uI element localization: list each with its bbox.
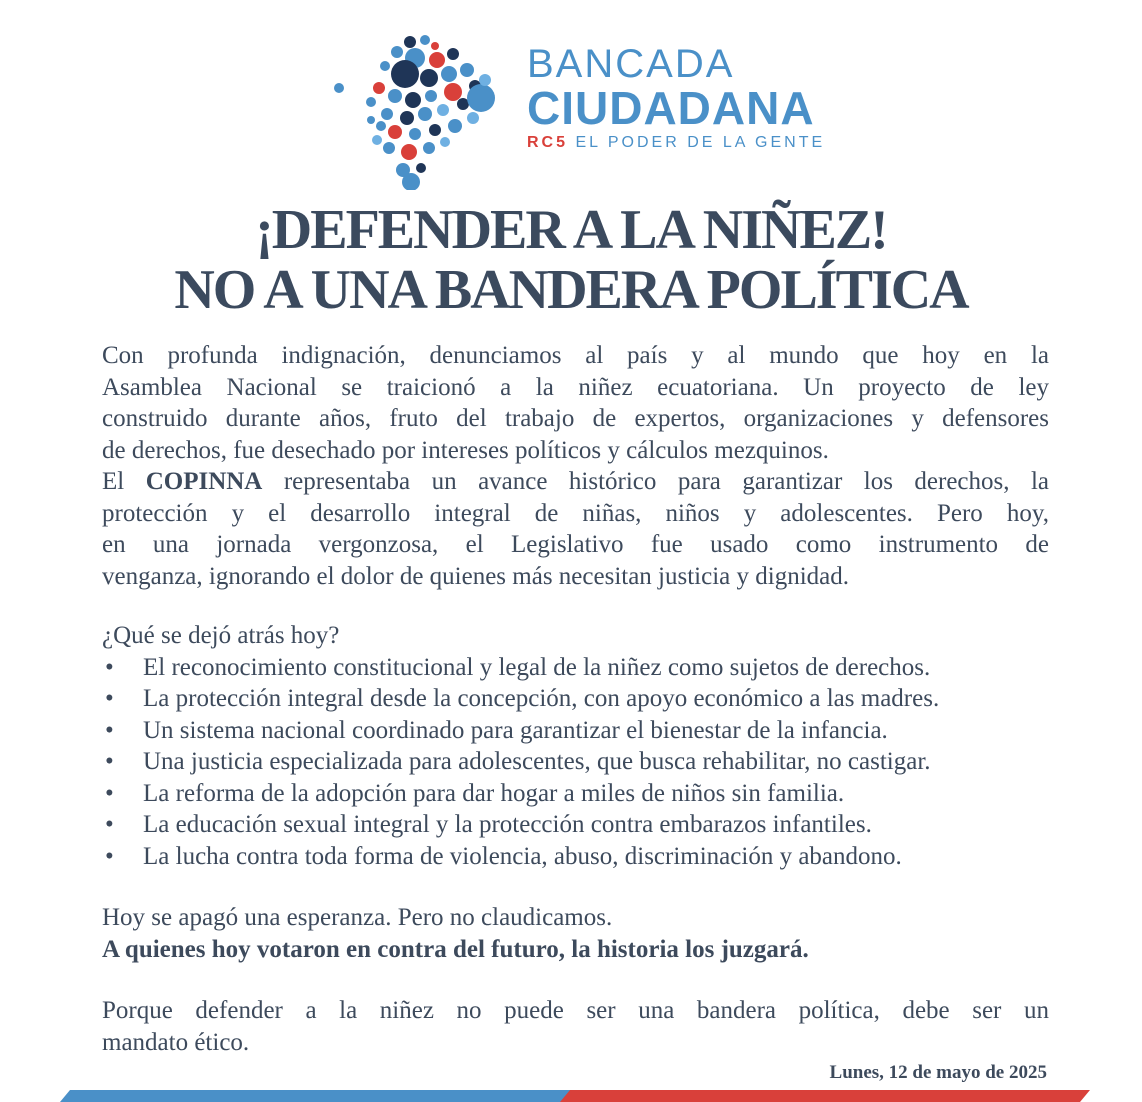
logo-dot <box>429 124 441 136</box>
list-item: • La reforma de la adopción para dar hogar a miles de niños sin familia. <box>102 778 1049 810</box>
logo-dot <box>460 63 474 77</box>
logo-dot <box>376 121 386 131</box>
brand-wordmark <box>527 44 825 152</box>
brand-line1: BANCADA <box>527 42 735 86</box>
logo-dot <box>334 83 344 93</box>
bancada-ciudadana-logo-icon <box>325 30 515 190</box>
copinna-post: representaba un avance histórico para garantizar los derechos, la <box>262 468 1049 495</box>
list-item: • La lucha contra toda forma de violencia, abuso, discriminación y abandono. <box>102 841 1049 873</box>
copinna-line: protección y el desarrollo integral de niñas, niños y adolescentes. Pero hoy, <box>102 499 1049 527</box>
list-item: • El reconocimiento constitucional y legal de la niñez como sujetos de derechos. <box>102 652 1049 684</box>
paragraph-intro <box>102 340 1049 466</box>
footer-stripe-blue <box>60 1090 580 1102</box>
logo-dot <box>401 144 417 160</box>
intro-line: Asamblea Nacional se traicionó a la niñez ecuatoriana. Un proyecto de ley <box>102 373 1049 401</box>
logo-dot <box>367 116 375 124</box>
brand-line2: CIUDADANA <box>527 82 815 134</box>
logo-dot <box>409 128 421 140</box>
lost-items-list <box>102 652 1049 873</box>
mandate-line: mandato ético. <box>102 1028 250 1056</box>
logo-dot <box>429 52 445 68</box>
logo-dot <box>388 125 402 139</box>
logo-dot <box>418 107 432 121</box>
closing-judgement: A quienes hoy votaron en contra del futuro, la historia los juzgará. <box>102 935 809 963</box>
logo-dot <box>391 46 403 58</box>
copinna-line: venganza, ignorando el dolor de quienes más necesitan justicia y dignidad. <box>102 562 849 590</box>
brand-tag-bold: RC5 <box>527 134 569 151</box>
logo-dot <box>381 108 393 120</box>
footer-stripe-red <box>560 1090 1090 1102</box>
statement-body <box>102 340 1049 1058</box>
logo-dot <box>467 112 479 124</box>
intro-line: construido durante años, fruto del trabajo de expertos, organizaciones y defensores <box>102 405 1049 432</box>
list-item: • La protección integral desde la concepción, con apoyo económico a las madres. <box>102 683 1049 715</box>
headline-line2: NO A UNA BANDERA POLÍTICA <box>174 259 968 321</box>
logo-dot <box>431 42 439 50</box>
logo-dot <box>423 142 435 154</box>
logo-dot <box>437 104 449 116</box>
closing-hope: Hoy se apagó una esperanza. Pero no claudicamos. <box>102 904 613 931</box>
mandate-line: Porque defender a la niñez no puede ser una bandera política, debe ser un <box>102 997 1049 1024</box>
logo-dot <box>383 142 395 154</box>
intro-line: de derechos, fue desechado por intereses políticos y cálculos mezquinos. <box>102 436 829 464</box>
list-item: • La educación sexual integral y la protección contra embarazos infantiles. <box>102 809 1049 841</box>
brand-tagline <box>527 134 825 152</box>
headline <box>0 200 1142 320</box>
copinna-line <box>102 466 1049 498</box>
logo-dot <box>380 61 390 71</box>
logo-dot <box>425 90 437 102</box>
intro-line: Con profunda indignación, denunciamos al país y al mundo que hoy en la <box>102 342 1049 369</box>
question: ¿Qué se dejó atrás hoy? <box>102 622 340 649</box>
logo-dot <box>400 111 414 125</box>
paragraph-copinna <box>102 466 1049 592</box>
logo-dot <box>448 119 462 133</box>
logo-dot <box>444 83 462 101</box>
list-item: • Una justicia especializada para adolescentes, que busca rehabilitar, no castigar. <box>102 746 1049 778</box>
date-line: Lunes, 12 de mayo de 2025 <box>829 1062 1047 1083</box>
logo-dot <box>404 36 416 48</box>
closing-mandate <box>102 995 1049 1058</box>
brand-tag-rest: EL PODER DE LA GENTE <box>568 134 826 151</box>
logo-dot <box>391 60 419 88</box>
copinna-pre: El <box>102 468 146 495</box>
logo-dot <box>366 97 376 107</box>
logo-dot <box>420 35 430 45</box>
headline-line1: ¡DEFENDER A LA NIÑEZ! <box>255 199 887 261</box>
logo-dot <box>373 82 385 94</box>
logo-dot <box>416 163 426 173</box>
logo-dot <box>405 92 421 108</box>
list-item: • Un sistema nacional coordinado para garantizar el bienestar de la infancia. <box>102 715 1049 747</box>
logo-dot <box>441 66 457 82</box>
logo-dot <box>447 48 459 60</box>
logo-dot <box>372 135 382 145</box>
logo-dot <box>440 137 450 147</box>
logo-dot <box>420 69 438 87</box>
logo-dot <box>479 74 491 86</box>
logo-dot <box>467 84 495 112</box>
copinna-line: en una jornada vergonzosa, el Legislativo fue usado como instrumento de <box>102 531 1049 558</box>
logo-dot <box>388 89 402 103</box>
copinna-term: COPINNA <box>145 468 263 495</box>
